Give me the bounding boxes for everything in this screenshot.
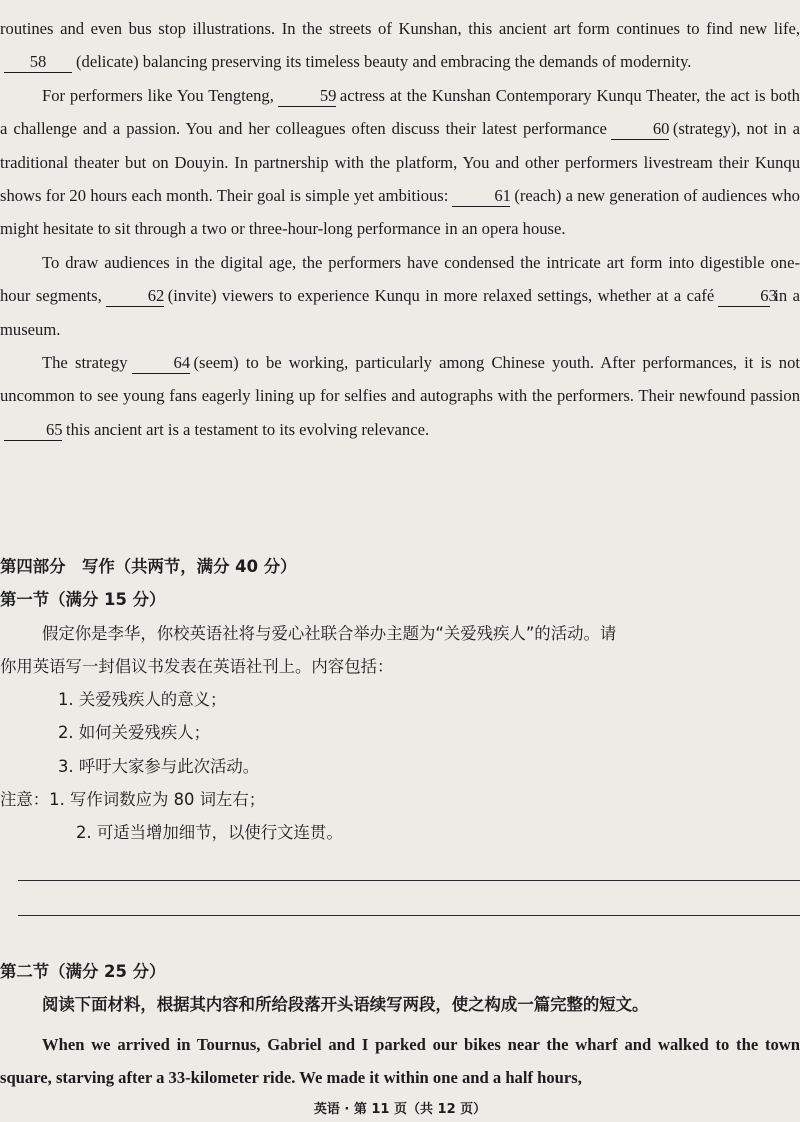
blank-65[interactable]: 65: [4, 420, 62, 441]
passage-paragraph-4: The strategy 64 (seem) to be working, particularly among Chinese youth. After performances, it is not uncommon to see young fans eagerly lining up for selfies and autographs with the performers. Their newfound passion65 this ancient art is a testament to its evolving relevance.: [0, 353, 800, 439]
blank-63[interactable]: 63: [718, 286, 770, 307]
content-item-1: 1. 关爱残疾人的意义；: [58, 690, 227, 710]
continuation-story: [0, 1028, 800, 1095]
passage-paragraph-2: For performers like You Tengteng, 59 actress at the Kunshan Contemporary Kunqu Theater, the act is both a challenge and a passion. You and her colleagues often discuss their latest performance 60 (strategy), not in a traditional theater but on Douyin. In partnership with the platform, You and other performers livestream their Kunqu shows for 20 hours each month. Their goal is simple yet ambitious: 61 (reach) a new generation of audiences who might hesitate to sit through a two or three-hour-long performance in an opera house.: [0, 85, 800, 239]
content-item-3: 3. 呼吁大家参与此次活动。: [58, 756, 260, 776]
grammar-passage: [0, 12, 800, 446]
section-one-prompt-line-1: 假定你是李华，你校英语社将与爱心社联合举办主题为“关爱残疾人”的活动。请: [42, 623, 617, 643]
passage-paragraph-1: routines and even bus stop illustrations. In the streets of Kunshan, this ancient art form continues to find new life,58 (delicate) balancing preserving its timeless beauty and embracing the demands of modernity.: [0, 19, 800, 72]
section-two-title: 第二节（满分 25 分）: [0, 962, 166, 981]
page-footer: 英语 · 第 11 页（共 12 页）: [313, 1102, 487, 1117]
note-line-1: 注意：1. 写作词数应为 80 词左右；: [0, 790, 266, 810]
part-four-title: 第四部分 写作（共两节，满分 40 分）: [0, 557, 297, 576]
section-two: [0, 955, 800, 1022]
note-line-2: 2. 可适当增加细节，以使行文连贯。: [76, 823, 343, 843]
blank-58[interactable]: 58: [4, 52, 72, 73]
section-two-prompt: 阅读下面材料，根据其内容和所给段落开头语续写两段，使之构成一篇完整的短文。: [42, 995, 649, 1015]
blank-60[interactable]: 60: [611, 119, 669, 140]
blank-62[interactable]: 62: [106, 286, 164, 307]
blank-59[interactable]: 59: [278, 86, 336, 107]
section-one-prompt-line-2: 你用英语写一封倡议书发表在英语社刊上。内容包括：: [0, 656, 394, 676]
story-text: When we arrived in Tournus, Gabriel and I parked our bikes near the wharf and walked to the town square, starving after a 33-kilometer ride. We made it within one and a half hours,: [0, 1035, 800, 1088]
blank-61[interactable]: 61: [452, 186, 510, 207]
writing-section: [0, 550, 800, 850]
answer-line-2[interactable]: [18, 915, 800, 916]
content-item-2: 2. 如何关爱残疾人；: [58, 723, 210, 743]
answer-line-1[interactable]: [18, 880, 800, 881]
section-one-title: 第一节（满分 15 分）: [0, 590, 166, 610]
blank-64[interactable]: 64: [132, 353, 190, 374]
passage-paragraph-3: To draw audiences in the digital age, the performers have condensed the intricate art form into digestible one-hour segments, 62 (invite) viewers to experience Kunqu in more relaxed settings, whether at a café 63in a museum.: [0, 252, 800, 339]
